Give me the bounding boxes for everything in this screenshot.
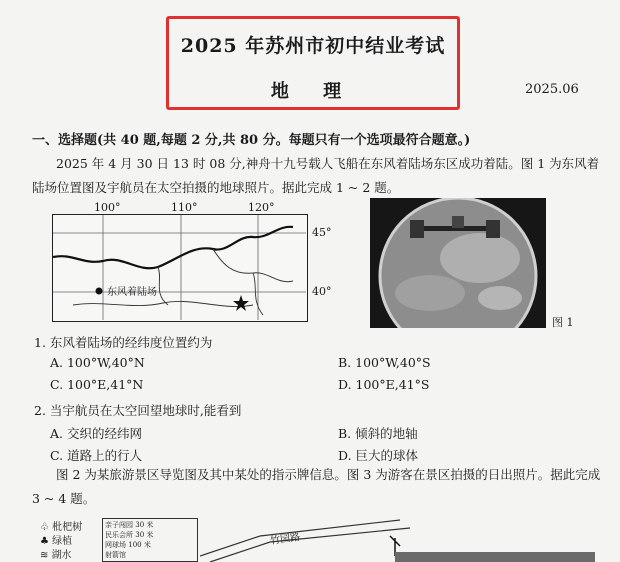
q2-option-b[interactable]: B. 倾斜的地轴 [338, 426, 418, 441]
exam-title: 2025 年苏州市初中结业考试 [180, 35, 446, 57]
legend-lake-water: ≋ 湖水 [40, 550, 72, 561]
q1-option-c[interactable]: C. 100°E,41°N [50, 377, 144, 392]
legend-loquat-tree: ♧ 枇杷树 [40, 522, 83, 533]
earth-photo [370, 198, 546, 328]
q1-option-b[interactable]: B. 100°W,40°S [338, 355, 431, 370]
section-heading: 一、选择题(共 40 题,每题 2 分,共 80 分。每题只有一个选项最符合题意。) [32, 133, 471, 148]
title-box [166, 16, 460, 110]
q2-option-d[interactable]: D. 巨大的球体 [338, 448, 419, 463]
landing-site-marker [96, 288, 103, 295]
landing-site-label: 东风着陆场 [107, 287, 157, 298]
province-line [158, 267, 168, 305]
exam-date: 2025.06 [525, 82, 579, 97]
scenic-area-map [40, 516, 420, 562]
question-2-stem: 2. 当宇航员在太空回望地球时,能看到 [34, 403, 242, 418]
sunrise-photo [395, 552, 595, 562]
province-line [213, 249, 293, 282]
landing-site-map [52, 214, 308, 322]
lon-label-100: 100° [94, 201, 121, 214]
lat-label-40: 40° [312, 285, 332, 298]
intro-paragraph-1: 2025 年 4 月 30 日 13 时 08 分,神舟十九号载人飞船在东风着陆场东区成功着陆。图 1 为东风着陆场位置图及宇航员在太空拍摄的地球照片。据此完成 1 ~ 2 题。 [32, 156, 600, 195]
intro-paragraph-2: 图 2 为某旅游景区导览图及其中某处的指示牌信息。图 3 为游客在景区拍摄的日出照片。据此完成 3 ~ 4 题。 [32, 467, 601, 506]
q1-option-a[interactable]: A. 100°W,40°N [50, 355, 145, 370]
capital-star-icon [233, 295, 249, 311]
q2-option-a[interactable]: A. 交织的经纬网 [50, 426, 142, 441]
road-label: 竹园路 [269, 531, 301, 548]
lon-label-110: 110° [171, 201, 198, 214]
question-1-stem: 1. 东风着陆场的经纬度位置约为 [34, 335, 213, 350]
map-lines [53, 215, 306, 320]
province-line [73, 301, 253, 306]
lat-label-45: 45° [312, 226, 332, 239]
q1-option-d[interactable]: D. 100°E,41°S [338, 377, 430, 392]
inner-legend-row: 网球场 100 米 [105, 541, 151, 549]
inner-legend-row: 射箭馆 [105, 551, 126, 559]
inner-legend-row: 亲子闯园 30 米 [105, 521, 154, 529]
q2-option-c[interactable]: C. 道路上的行人 [50, 448, 143, 463]
inner-legend-row: 民乐会所 30 米 [105, 531, 154, 539]
earth-photo-image [370, 198, 546, 328]
lon-label-120: 120° [248, 201, 275, 214]
legend-green-plants: ♣ 绿植 [40, 536, 73, 547]
map-inner-legend [102, 518, 198, 562]
map2-roads [200, 516, 420, 562]
figure-1-label: 图 1 [552, 316, 574, 329]
exam-subject: 地 理 [270, 81, 356, 102]
